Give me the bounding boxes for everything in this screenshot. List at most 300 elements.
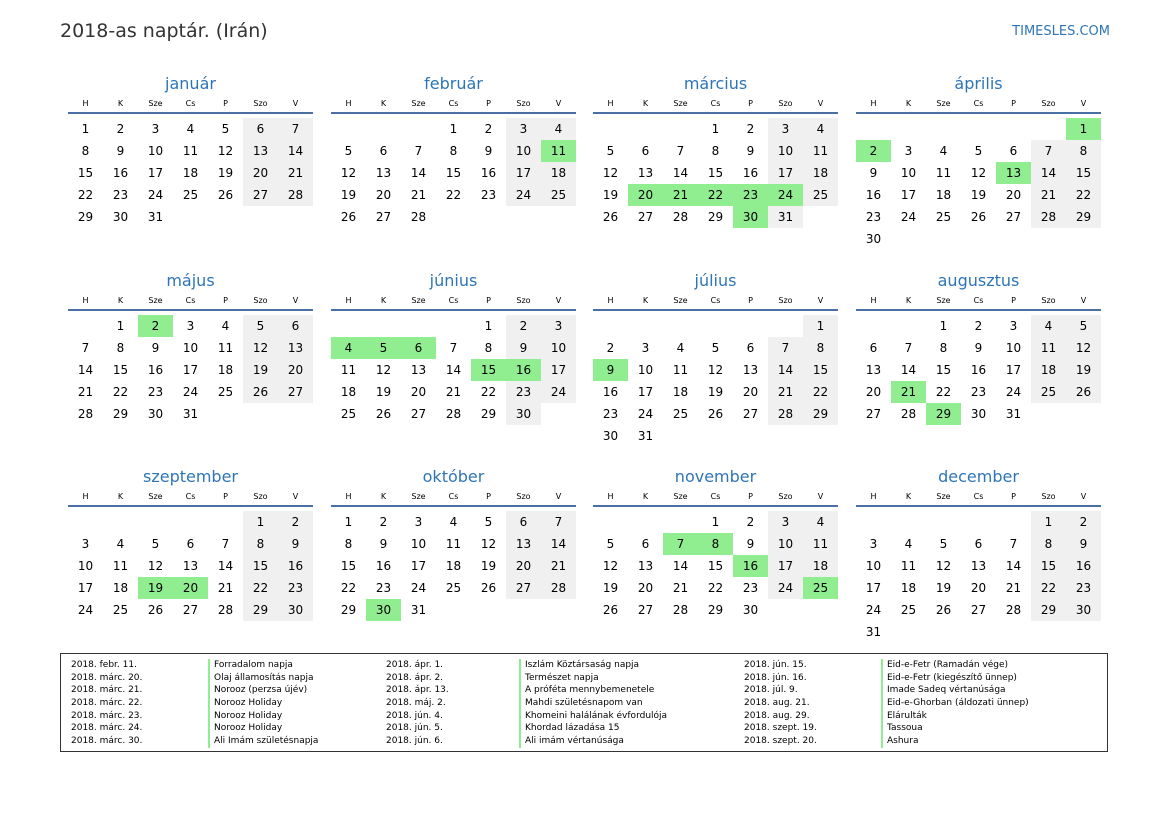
day-cell[interactable]: 11 [445, 537, 462, 551]
day-cell[interactable]: 28 [1005, 603, 1022, 617]
day-cell[interactable]: 24 [637, 407, 654, 421]
day-cell[interactable]: 3 [869, 537, 878, 551]
day-cell[interactable]: 3 [506, 118, 541, 140]
day-cell[interactable]: 19 [375, 385, 392, 399]
day-cell[interactable]: 8 [81, 144, 90, 158]
day-cell[interactable]: 8 [939, 341, 948, 355]
day-cell[interactable]: 19 [935, 581, 952, 595]
day-cell[interactable]: 30 [865, 232, 882, 246]
day-cell[interactable]: 12 [147, 559, 164, 573]
day-cell[interactable]: 5 [366, 337, 401, 359]
day-cell[interactable]: 26 [147, 603, 164, 617]
day-cell[interactable]: 14 [445, 363, 462, 377]
day-cell[interactable]: 27 [243, 184, 278, 206]
day-cell[interactable]: 3 [414, 515, 423, 529]
day-cell[interactable]: 19 [480, 559, 497, 573]
day-cell[interactable]: 3 [151, 122, 160, 136]
day-cell[interactable]: 15 [112, 363, 129, 377]
day-cell[interactable]: 4 [904, 537, 913, 551]
day-cell[interactable]: 19 [707, 385, 724, 399]
day-cell[interactable]: 4 [803, 511, 838, 533]
day-cell[interactable]: 2 [856, 140, 891, 162]
day-cell[interactable]: 20 [375, 188, 392, 202]
day-cell[interactable]: 5 [484, 515, 493, 529]
day-cell[interactable]: 7 [663, 533, 698, 555]
day-cell[interactable]: 9 [869, 166, 878, 180]
day-cell[interactable]: 26 [707, 407, 724, 421]
day-cell[interactable]: 11 [541, 140, 576, 162]
day-cell[interactable]: 29 [480, 407, 497, 421]
day-cell[interactable]: 29 [803, 403, 838, 425]
day-cell[interactable]: 22 [112, 385, 129, 399]
day-cell[interactable]: 3 [768, 118, 803, 140]
day-cell[interactable]: 5 [243, 315, 278, 337]
day-cell[interactable]: 11 [803, 140, 838, 162]
day-cell[interactable]: 12 [217, 144, 234, 158]
day-cell[interactable]: 12 [707, 363, 724, 377]
day-cell[interactable]: 15 [707, 166, 724, 180]
day-cell[interactable]: 25 [1031, 381, 1066, 403]
day-cell[interactable]: 8 [344, 537, 353, 551]
day-cell[interactable]: 2 [974, 319, 983, 333]
day-cell[interactable]: 25 [541, 184, 576, 206]
day-cell[interactable]: 7 [676, 144, 685, 158]
day-cell[interactable]: 6 [746, 341, 755, 355]
day-cell[interactable]: 30 [733, 206, 768, 228]
day-cell[interactable]: 8 [803, 337, 838, 359]
day-cell[interactable]: 11 [672, 363, 689, 377]
day-cell[interactable]: 7 [541, 511, 576, 533]
day-cell[interactable]: 19 [138, 577, 173, 599]
day-cell[interactable]: 10 [147, 144, 164, 158]
day-cell[interactable]: 2 [138, 315, 173, 337]
day-cell[interactable]: 23 [480, 188, 497, 202]
day-cell[interactable]: 17 [865, 581, 882, 595]
day-cell[interactable]: 15 [77, 166, 94, 180]
day-cell[interactable]: 9 [151, 341, 160, 355]
day-cell[interactable]: 3 [768, 511, 803, 533]
day-cell[interactable]: 18 [541, 162, 576, 184]
day-cell[interactable]: 22 [707, 581, 724, 595]
day-cell[interactable]: 17 [637, 385, 654, 399]
day-cell[interactable]: 11 [182, 144, 199, 158]
day-cell[interactable]: 21 [1005, 581, 1022, 595]
day-cell[interactable]: 13 [375, 166, 392, 180]
day-cell[interactable]: 20 [1005, 188, 1022, 202]
day-cell[interactable]: 8 [484, 341, 493, 355]
day-cell[interactable]: 21 [663, 184, 698, 206]
day-cell[interactable]: 29 [1031, 599, 1066, 621]
day-cell[interactable]: 23 [278, 577, 313, 599]
day-cell[interactable]: 1 [81, 122, 90, 136]
day-cell[interactable]: 13 [996, 162, 1031, 184]
day-cell[interactable]: 2 [379, 515, 388, 529]
day-cell[interactable]: 11 [935, 166, 952, 180]
day-cell[interactable]: 13 [506, 533, 541, 555]
day-cell[interactable]: 16 [147, 363, 164, 377]
day-cell[interactable]: 18 [112, 581, 129, 595]
day-cell[interactable]: 19 [602, 581, 619, 595]
day-cell[interactable]: 19 [970, 188, 987, 202]
day-cell[interactable]: 6 [641, 144, 650, 158]
day-cell[interactable]: 9 [506, 337, 541, 359]
day-cell[interactable]: 14 [672, 166, 689, 180]
day-cell[interactable]: 16 [375, 559, 392, 573]
day-cell[interactable]: 20 [865, 385, 882, 399]
day-cell[interactable]: 20 [173, 577, 208, 599]
day-cell[interactable]: 30 [366, 599, 401, 621]
day-cell[interactable]: 31 [1005, 407, 1022, 421]
day-cell[interactable]: 20 [970, 581, 987, 595]
day-cell[interactable]: 27 [375, 210, 392, 224]
day-cell[interactable]: 18 [217, 363, 234, 377]
day-cell[interactable]: 23 [112, 188, 129, 202]
day-cell[interactable]: 21 [768, 381, 803, 403]
day-cell[interactable]: 12 [935, 559, 952, 573]
day-cell[interactable]: 27 [278, 381, 313, 403]
day-cell[interactable]: 16 [742, 166, 759, 180]
day-cell[interactable]: 5 [221, 122, 230, 136]
day-cell[interactable]: 10 [637, 363, 654, 377]
day-cell[interactable]: 4 [541, 118, 576, 140]
day-cell[interactable]: 9 [746, 537, 755, 551]
day-cell[interactable]: 29 [340, 603, 357, 617]
day-cell[interactable]: 21 [891, 381, 926, 403]
day-cell[interactable]: 31 [182, 407, 199, 421]
day-cell[interactable]: 26 [243, 381, 278, 403]
day-cell[interactable]: 28 [672, 603, 689, 617]
day-cell[interactable]: 15 [803, 359, 838, 381]
day-cell[interactable]: 11 [112, 559, 129, 573]
day-cell[interactable]: 21 [1031, 184, 1066, 206]
day-cell[interactable]: 23 [733, 184, 768, 206]
day-cell[interactable]: 4 [186, 122, 195, 136]
day-cell[interactable]: 6 [186, 537, 195, 551]
day-cell[interactable]: 20 [628, 184, 663, 206]
day-cell[interactable]: 16 [970, 363, 987, 377]
day-cell[interactable]: 20 [243, 162, 278, 184]
day-cell[interactable]: 11 [217, 341, 234, 355]
day-cell[interactable]: 26 [375, 407, 392, 421]
day-cell[interactable]: 18 [803, 162, 838, 184]
day-cell[interactable]: 17 [541, 359, 576, 381]
day-cell[interactable]: 8 [1066, 140, 1101, 162]
day-cell[interactable]: 6 [278, 315, 313, 337]
day-cell[interactable]: 24 [541, 381, 576, 403]
day-cell[interactable]: 25 [672, 407, 689, 421]
day-cell[interactable]: 21 [278, 162, 313, 184]
day-cell[interactable]: 14 [1031, 162, 1066, 184]
day-cell[interactable]: 22 [803, 381, 838, 403]
day-cell[interactable]: 8 [449, 144, 458, 158]
day-cell[interactable]: 23 [970, 385, 987, 399]
day-cell[interactable]: 27 [506, 577, 541, 599]
day-cell[interactable]: 5 [606, 144, 615, 158]
day-cell[interactable]: 17 [182, 363, 199, 377]
day-cell[interactable]: 7 [449, 341, 458, 355]
day-cell[interactable]: 10 [768, 533, 803, 555]
day-cell[interactable]: 2 [746, 122, 755, 136]
day-cell[interactable]: 15 [935, 363, 952, 377]
day-cell[interactable]: 11 [900, 559, 917, 573]
day-cell[interactable]: 13 [182, 559, 199, 573]
day-cell[interactable]: 30 [112, 210, 129, 224]
day-cell[interactable]: 22 [340, 581, 357, 595]
day-cell[interactable]: 20 [278, 359, 313, 381]
day-cell[interactable]: 29 [77, 210, 94, 224]
day-cell[interactable]: 25 [803, 184, 838, 206]
day-cell[interactable]: 22 [1066, 184, 1101, 206]
day-cell[interactable]: 6 [641, 537, 650, 551]
day-cell[interactable]: 19 [340, 188, 357, 202]
day-cell[interactable]: 28 [77, 407, 94, 421]
day-cell[interactable]: 14 [768, 359, 803, 381]
day-cell[interactable]: 30 [506, 403, 541, 425]
day-cell[interactable]: 1 [1031, 511, 1066, 533]
day-cell[interactable]: 4 [676, 341, 685, 355]
day-cell[interactable]: 1 [484, 319, 493, 333]
day-cell[interactable]: 10 [768, 140, 803, 162]
day-cell[interactable]: 9 [379, 537, 388, 551]
day-cell[interactable]: 5 [1066, 315, 1101, 337]
day-cell[interactable]: 16 [1066, 555, 1101, 577]
day-cell[interactable]: 17 [147, 166, 164, 180]
day-cell[interactable]: 16 [602, 385, 619, 399]
day-cell[interactable]: 11 [803, 533, 838, 555]
day-cell[interactable]: 28 [1031, 206, 1066, 228]
day-cell[interactable]: 5 [939, 537, 948, 551]
day-cell[interactable]: 21 [77, 385, 94, 399]
day-cell[interactable]: 7 [768, 337, 803, 359]
day-cell[interactable]: 2 [278, 511, 313, 533]
day-cell[interactable]: 9 [974, 341, 983, 355]
day-cell[interactable]: 13 [865, 363, 882, 377]
day-cell[interactable]: 10 [77, 559, 94, 573]
day-cell[interactable]: 20 [637, 581, 654, 595]
day-cell[interactable]: 20 [506, 555, 541, 577]
day-cell[interactable]: 4 [939, 144, 948, 158]
day-cell[interactable]: 30 [602, 429, 619, 443]
day-cell[interactable]: 3 [904, 144, 913, 158]
day-cell[interactable]: 5 [606, 537, 615, 551]
day-cell[interactable]: 24 [768, 184, 803, 206]
day-cell[interactable]: 22 [243, 577, 278, 599]
day-cell[interactable]: 20 [410, 385, 427, 399]
day-cell[interactable]: 30 [1066, 599, 1101, 621]
day-cell[interactable]: 4 [116, 537, 125, 551]
day-cell[interactable]: 4 [331, 337, 366, 359]
day-cell[interactable]: 26 [1066, 381, 1101, 403]
day-cell[interactable]: 6 [506, 511, 541, 533]
day-cell[interactable]: 25 [182, 188, 199, 202]
day-cell[interactable]: 14 [77, 363, 94, 377]
day-cell[interactable]: 27 [1005, 210, 1022, 224]
day-cell[interactable]: 25 [217, 385, 234, 399]
day-cell[interactable]: 18 [445, 559, 462, 573]
day-cell[interactable]: 6 [869, 341, 878, 355]
day-cell[interactable]: 12 [970, 166, 987, 180]
day-cell[interactable]: 19 [602, 188, 619, 202]
day-cell[interactable]: 14 [217, 559, 234, 573]
day-cell[interactable]: 13 [243, 140, 278, 162]
day-cell[interactable]: 2 [1066, 511, 1101, 533]
day-cell[interactable]: 12 [602, 166, 619, 180]
day-cell[interactable]: 14 [541, 533, 576, 555]
day-cell[interactable]: 26 [970, 210, 987, 224]
day-cell[interactable]: 16 [733, 555, 768, 577]
day-cell[interactable]: 16 [112, 166, 129, 180]
day-cell[interactable]: 18 [900, 581, 917, 595]
day-cell[interactable]: 25 [112, 603, 129, 617]
day-cell[interactable]: 17 [1005, 363, 1022, 377]
day-cell[interactable]: 24 [900, 210, 917, 224]
day-cell[interactable]: 28 [445, 407, 462, 421]
day-cell[interactable]: 4 [1031, 315, 1066, 337]
day-cell[interactable]: 17 [768, 555, 803, 577]
day-cell[interactable]: 13 [742, 363, 759, 377]
day-cell[interactable]: 23 [1066, 577, 1101, 599]
day-cell[interactable]: 2 [484, 122, 493, 136]
day-cell[interactable]: 1 [116, 319, 125, 333]
day-cell[interactable]: 17 [77, 581, 94, 595]
day-cell[interactable]: 21 [410, 188, 427, 202]
day-cell[interactable]: 24 [768, 577, 803, 599]
day-cell[interactable]: 30 [970, 407, 987, 421]
day-cell[interactable]: 7 [904, 341, 913, 355]
day-cell[interactable]: 26 [217, 188, 234, 202]
day-cell[interactable]: 3 [81, 537, 90, 551]
day-cell[interactable]: 24 [182, 385, 199, 399]
day-cell[interactable]: 7 [414, 144, 423, 158]
day-cell[interactable]: 17 [900, 188, 917, 202]
day-cell[interactable]: 26 [935, 603, 952, 617]
day-cell[interactable]: 15 [471, 359, 506, 381]
day-cell[interactable]: 7 [81, 341, 90, 355]
day-cell[interactable]: 30 [147, 407, 164, 421]
day-cell[interactable]: 8 [711, 144, 720, 158]
day-cell[interactable]: 17 [768, 162, 803, 184]
day-cell[interactable]: 30 [278, 599, 313, 621]
day-cell[interactable]: 19 [243, 359, 278, 381]
day-cell[interactable]: 22 [1031, 577, 1066, 599]
day-cell[interactable]: 10 [1005, 341, 1022, 355]
day-cell[interactable]: 25 [935, 210, 952, 224]
day-cell[interactable]: 3 [186, 319, 195, 333]
day-cell[interactable]: 10 [506, 140, 541, 162]
day-cell[interactable]: 18 [340, 385, 357, 399]
day-cell[interactable]: 22 [698, 184, 733, 206]
day-cell[interactable]: 25 [445, 581, 462, 595]
day-cell[interactable]: 26 [602, 210, 619, 224]
day-cell[interactable]: 10 [182, 341, 199, 355]
day-cell[interactable]: 16 [865, 188, 882, 202]
day-cell[interactable]: 19 [1066, 359, 1101, 381]
day-cell[interactable]: 28 [768, 403, 803, 425]
day-cell[interactable]: 29 [707, 210, 724, 224]
day-cell[interactable]: 24 [147, 188, 164, 202]
day-cell[interactable]: 18 [1031, 359, 1066, 381]
day-cell[interactable]: 2 [606, 341, 615, 355]
day-cell[interactable]: 2 [506, 315, 541, 337]
day-cell[interactable]: 12 [1066, 337, 1101, 359]
day-cell[interactable]: 15 [1031, 555, 1066, 577]
day-cell[interactable]: 1 [344, 515, 353, 529]
day-cell[interactable]: 10 [541, 337, 576, 359]
day-cell[interactable]: 17 [410, 559, 427, 573]
day-cell[interactable]: 26 [340, 210, 357, 224]
day-cell[interactable]: 28 [900, 407, 917, 421]
day-cell[interactable]: 31 [865, 625, 882, 639]
day-cell[interactable]: 7 [278, 118, 313, 140]
day-cell[interactable]: 13 [278, 337, 313, 359]
day-cell[interactable]: 7 [221, 537, 230, 551]
day-cell[interactable]: 1 [1066, 118, 1101, 140]
day-cell[interactable]: 9 [593, 359, 628, 381]
day-cell[interactable]: 25 [803, 577, 838, 599]
day-cell[interactable]: 31 [637, 429, 654, 443]
day-cell[interactable]: 17 [506, 162, 541, 184]
day-cell[interactable]: 18 [803, 555, 838, 577]
day-cell[interactable]: 24 [506, 184, 541, 206]
day-cell[interactable]: 24 [1005, 385, 1022, 399]
day-cell[interactable]: 1 [449, 122, 458, 136]
day-cell[interactable]: 15 [243, 555, 278, 577]
day-cell[interactable]: 26 [480, 581, 497, 595]
day-cell[interactable]: 1 [939, 319, 948, 333]
day-cell[interactable]: 5 [711, 341, 720, 355]
day-cell[interactable]: 1 [711, 122, 720, 136]
day-cell[interactable]: 9 [116, 144, 125, 158]
day-cell[interactable]: 29 [112, 407, 129, 421]
day-cell[interactable]: 31 [410, 603, 427, 617]
day-cell[interactable]: 14 [672, 559, 689, 573]
day-cell[interactable]: 29 [243, 599, 278, 621]
day-cell[interactable]: 7 [1031, 140, 1066, 162]
brand-link[interactable]: TIMESLES.COM [1012, 24, 1110, 39]
day-cell[interactable]: 2 [746, 515, 755, 529]
day-cell[interactable]: 4 [449, 515, 458, 529]
day-cell[interactable]: 19 [217, 166, 234, 180]
day-cell[interactable]: 13 [637, 559, 654, 573]
day-cell[interactable]: 27 [742, 407, 759, 421]
day-cell[interactable]: 22 [935, 385, 952, 399]
day-cell[interactable]: 9 [1066, 533, 1101, 555]
day-cell[interactable]: 14 [278, 140, 313, 162]
day-cell[interactable]: 23 [375, 581, 392, 595]
day-cell[interactable]: 14 [900, 363, 917, 377]
day-cell[interactable]: 5 [344, 144, 353, 158]
day-cell[interactable]: 14 [1005, 559, 1022, 573]
day-cell[interactable]: 27 [637, 210, 654, 224]
day-cell[interactable]: 31 [768, 206, 803, 228]
day-cell[interactable]: 29 [707, 603, 724, 617]
day-cell[interactable]: 21 [217, 581, 234, 595]
day-cell[interactable]: 3 [1009, 319, 1018, 333]
day-cell[interactable]: 29 [926, 403, 961, 425]
day-cell[interactable]: 6 [974, 537, 983, 551]
day-cell[interactable]: 10 [900, 166, 917, 180]
day-cell[interactable]: 6 [243, 118, 278, 140]
day-cell[interactable]: 5 [974, 144, 983, 158]
day-cell[interactable]: 1 [243, 511, 278, 533]
day-cell[interactable]: 12 [480, 537, 497, 551]
day-cell[interactable]: 1 [803, 315, 838, 337]
day-cell[interactable]: 12 [243, 337, 278, 359]
day-cell[interactable]: 5 [151, 537, 160, 551]
day-cell[interactable]: 29 [1066, 206, 1101, 228]
day-cell[interactable]: 28 [217, 603, 234, 617]
day-cell[interactable]: 22 [445, 188, 462, 202]
